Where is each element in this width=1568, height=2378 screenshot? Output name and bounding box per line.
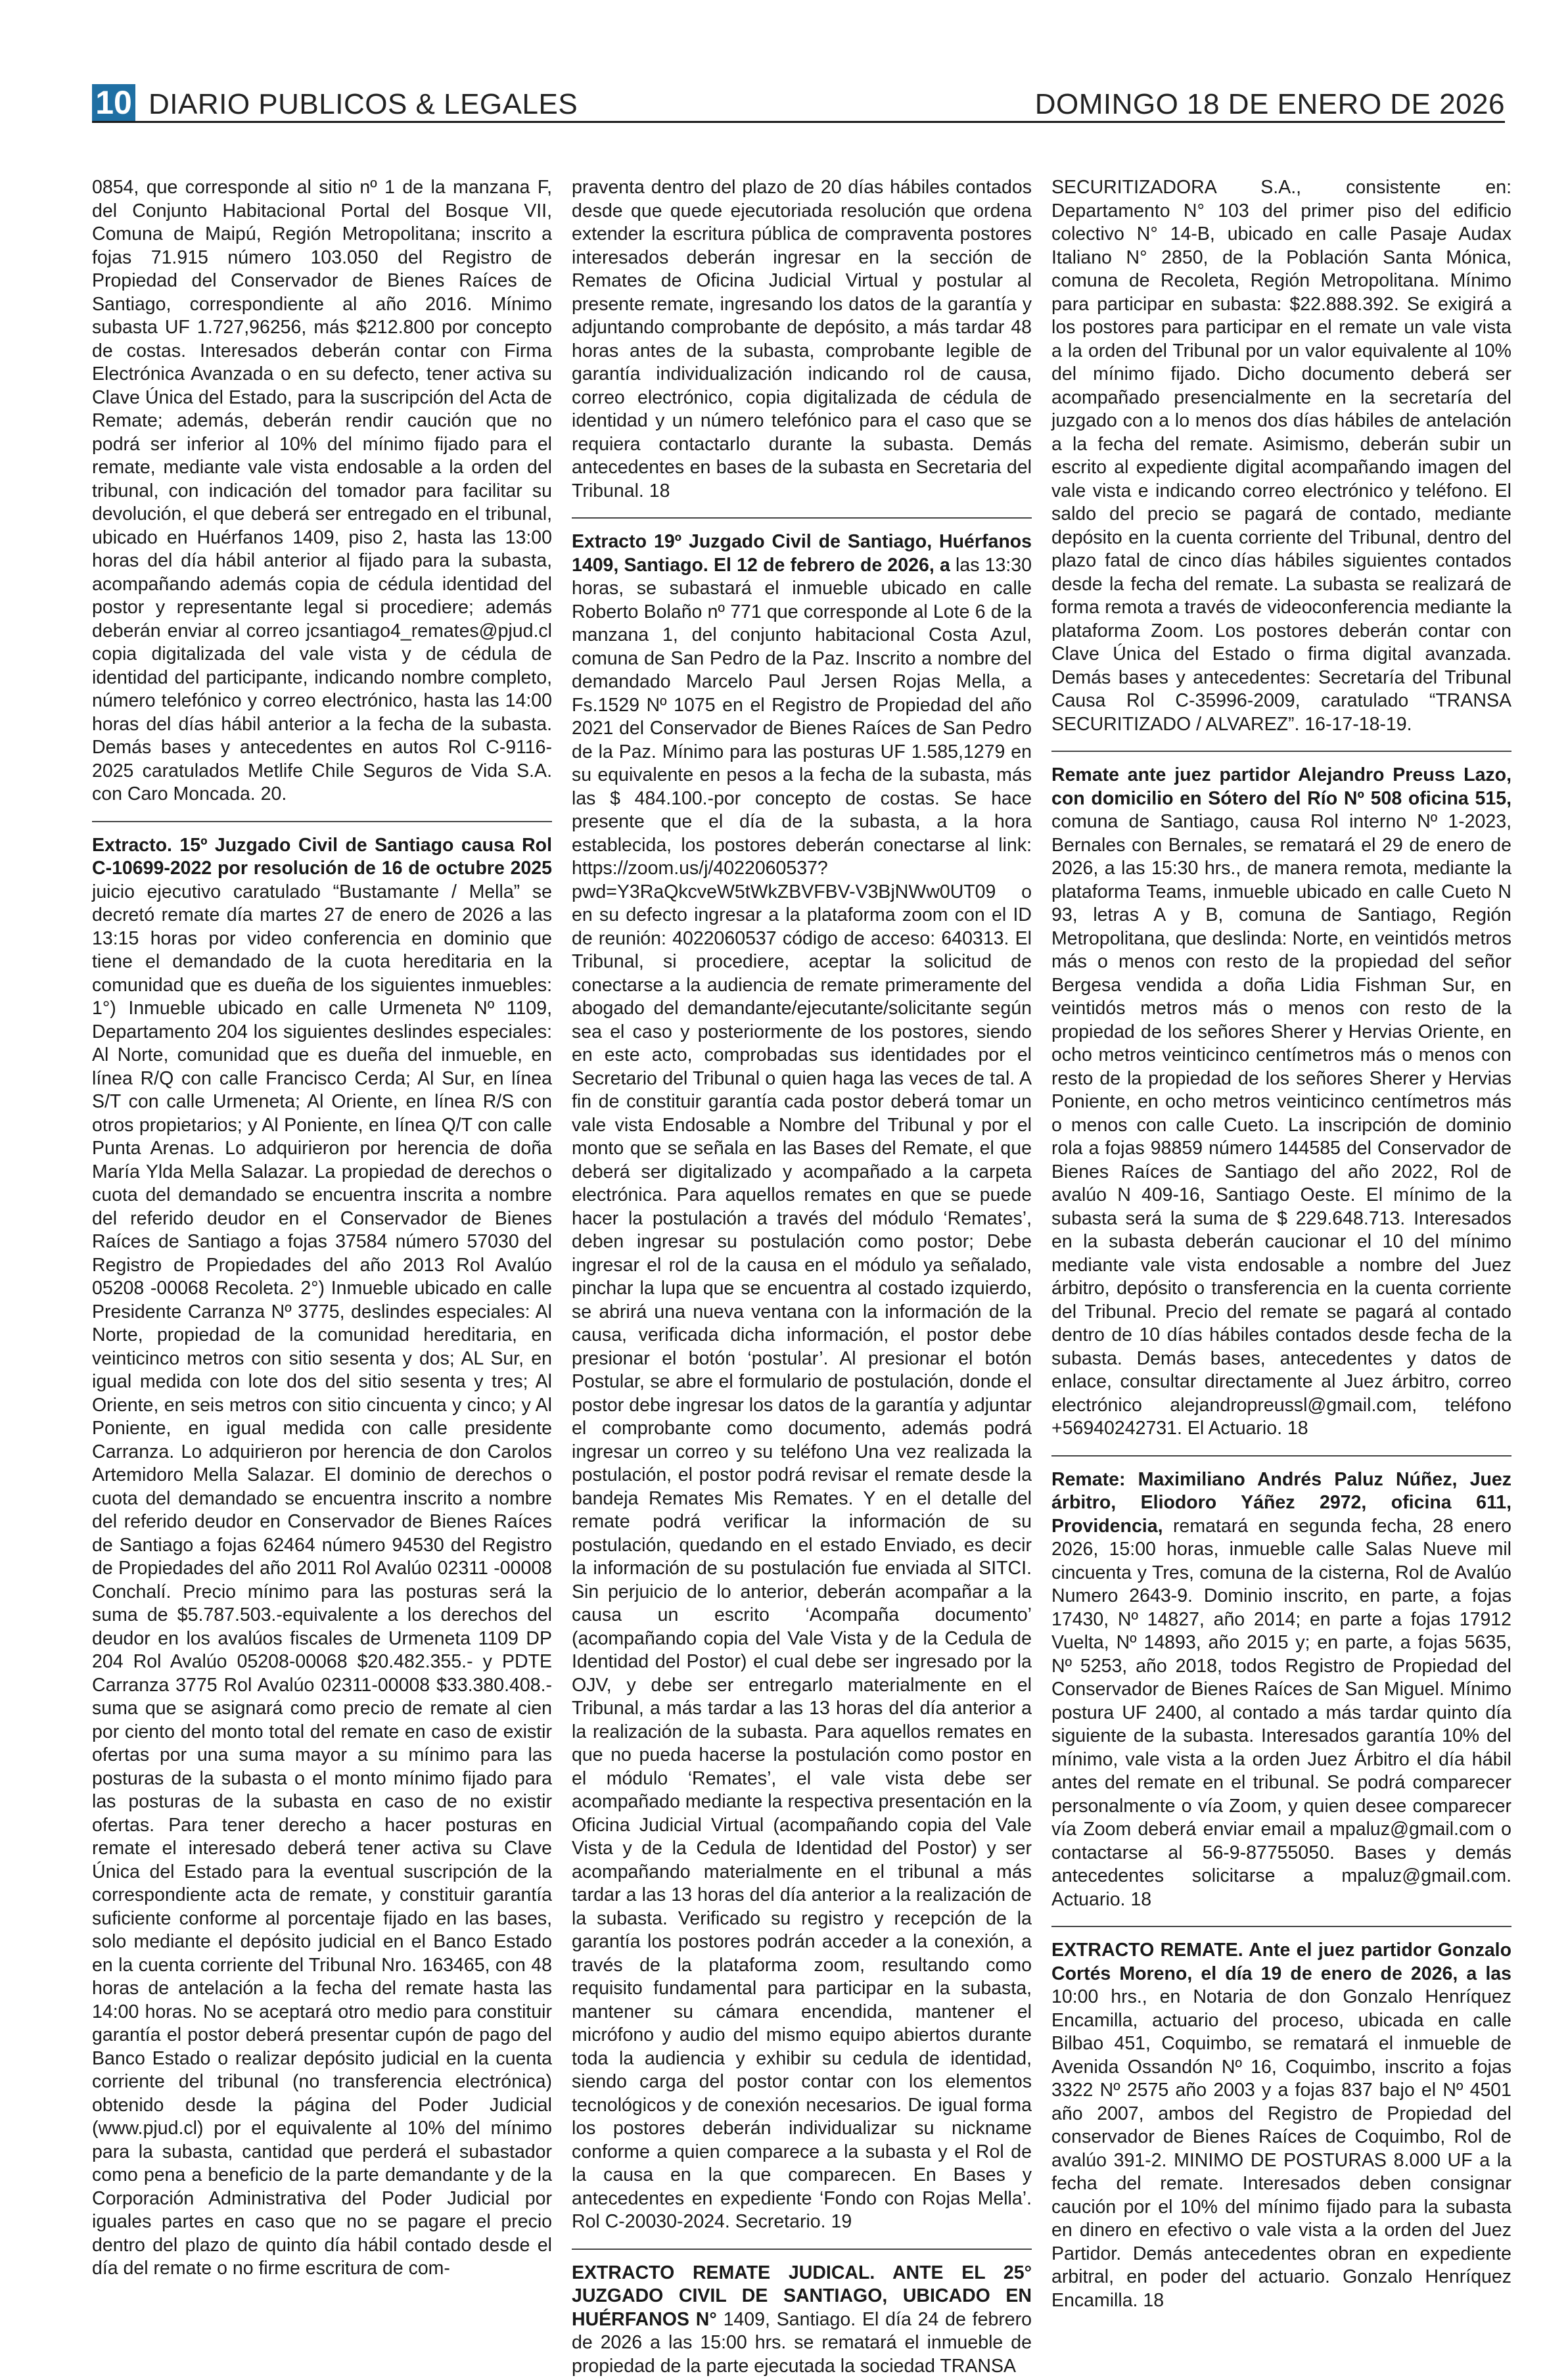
legal-notice [1051,751,1511,1441]
column-3 [1051,176,1511,2279]
notice-heading: Remate: Maximiliano Andrés Paluz Núñez, Juez árbitro, Eliodoro Yáñez 2972, oficina 611, Providencia, [1051,1469,1511,1537]
page-number: 10 [92,84,135,121]
publication-date: DOMINGO 18 DE ENERO DE 2026 [1035,88,1505,121]
publication-name: DIARIO PUBLICOS & LEGALES [149,88,578,121]
legal-notice [1051,1455,1511,1912]
legal-notice [92,821,552,2281]
notice-text: praventa dentro del plazo de 20 días hábiles contados desde que quede ejecutoriada resolución que ordena extender la escritura pública de compraventa postores interesados deberán ingresar en la sección de Remates de Oficina Judicial Virtual y postular al presente remate, ingresando los datos de la garantía y adjuntando comprobante de depósito, a más tardar 48 horas antes de la subasta, comprobante legible de garantía individualización indicando rol de causa, correo electrónico, copia digitalizada de cédula de identidad y un número telefónico para el caso que se requiera contactarlo durante la subasta. Demás antecedentes en bases de la subasta en Secretaria del Tribunal. 18 [572,177,1032,501]
notice-heading: EXTRACTO REMATE. Ante el juez partidor Gonzalo Cortés Moreno, el día 19 de enero de 2026, a las [1051,1940,1511,1984]
notice-text: juicio ejecutivo caratulado “Bustamante / Mella” se decretó remate día martes 27 de enero de 2026 a las 13:15 horas por video conferencia en dominio que tiene el demandado de la cuota hereditaria en la comunidad que es dueña de los siguientes inmuebles: 1°) Inmueble ubicado en calle Urmeneta Nº 1109, Departamento 204 los siguientes deslindes especiales: Al Norte, comunidad que es dueña del inmueble, en línea R/Q con calle Francisco Cerda; Al Sur, en línea S/T con calle Urmeneta; Al Oriente, en línea R/S con otros propietarios; y Al Poniente, en línea Q/T con calle Punta Arenas. Lo adquirieron por herencia de doña María Ylda Mella Salazar. La propiedad de derechos o cuota del demandado se encuentra inscrita a nombre del referido deudor en el Conservador de Bienes Raíces de Santiago a fojas 37584 número 57030 del Registro de Propiedades del año 2013 Rol Avalúo 05208 -00068 Recoleta. 2°) Inmueble ubicado en calle Presidente Carranza Nº 3775, deslindes especiales: Al Norte, propiedad de la comunidad hereditaria, en veinticinco metros con sitio sesenta y dos; AL Sur, en igual medida con lote dos del sitio sesenta y tres; Al Oriente, en seis metros con sitio cincuenta y cinco; y Al Poniente, en igual medida con calle presidente Carranza. Lo adquirieron por herencia de don Carolos Artemidoro Mella Salazar. El dominio de derechos o cuota del demandado se encuentra inscrito a nombre del referido deudor en Conservador de Bienes Raíces de Santiago a fojas 62464 número 94530 del Registro de Propiedades del año 2011 Rol Avalúo 02311 -00008 Conchalí. Precio mínimo para las posturas será la suma de $5.787.503.-equivalente a los derechos del deudor en los avalúos fiscales de Urmeneta 1109 DP 204 Rol Avalúo 05208-00068 $20.482.355.- y PDTE Carranza 3775 Rol Avalúo 02311-00008 $33.380.408.- suma que se asignará como precio de remate al cien por ciento del monto total del remate en caso de existir ofertas por una suma mayor a su mínimo para las posturas de la subasta o el monto mínimo fijado para las posturas de la subasta en caso de no existir ofertas. Para tener derecho a hacer posturas en remate el interesado deberá tener activa su Clave Única del Estado para la eventual suscripción de la correspondiente acta de remate, y constituir garantía suficiente conforme al porcentaje fijado en las bases, solo mediante el depósito judicial en el Banco Estado en la cuenta corriente del Tribunal Nro. 163465, con 48 horas de antelación a la fecha del remate hasta las 14:00 horas. No se aceptará otro medio para constituir garantía el postor deberá presentar cupón de pago del Banco Estado o realizar depósito judicial en la cuenta corriente del tribunal (no transferencia electrónica) obtenido desde la página del Poder Judicial (www.pjud.cl) por el equivalente al 10% del mínimo para la subasta, cantidad que perderá el subastador como pena a beneficio de la parte demandante y de la Corporación Administrativa del Poder Judicial por iguales partes en caso que no se pagare el precio dentro del plazo de quinto día hábil contado desde el día del remate o no firme escritura de com- [92,881,552,2279]
notice-text: comuna de Santiago, causa Rol interno Nº 1-2023, Bernales con Bernales, se rematará el 29 de enero de 2026, a las 15:30 hrs., de manera remota, mediante la plataforma Teams, inmueble ubicado en calle Cueto N 93, letras A y B, comuna de Santiago, Región Metropolitana, que deslinda: Norte, en veintidós metros más o menos con resto de la propiedad del señor Bergesa vendida a doña Lidia Fishman Sur, en veintidós metros más o menos con resto de la propiedad de los señores Sherer y Hervias Oriente, en ocho metros veinticinco centímetros más o menos con resto de la propiedad de los señores Sherer y Hervias Poniente, en ocho metros veinticinco centímetros más o menos con calle Cueto. La inscripción de dominio rola a fojas 98859 número 144585 del Conservador de Bienes Raíces de Santiago del año 2022, Rol de avalúo N 409-16, Santiago Oeste. El mínimo de la subasta será la suma de $ 229.648.713. Interesados en la subasta deberán caucionar el 10 del mínimo mediante vale vista endosable a nombre del Juez árbitro, depósito o transferencia en la cuenta corriente del Tribunal. Precio del remate se pagará al contado dentro de 10 días hábiles contados desde fecha de la subasta. Demás bases, antecedentes y datos de enlace, consultar directamente al Juez árbitro, correo electrónico alejandropreussl@gmail.com, teléfono +56940242731. El Actuario. 18 [1051,811,1511,1439]
legal-notice [1051,176,1511,736]
notice-heading: EXTRACTO REMATE JUDICAL. ANTE EL 25° JUZGADO CIVIL DE SANTIAGO, UBICADO EN HUÉRFANOS N° [572,2262,1032,2330]
column-2 [572,176,1032,2279]
notice-text: SECURITIZADORA S.A., consistente en: Departamento N° 103 del primer piso del edificio colectivo N° 14-B, ubicado en calle Pasaje Audax Italiano N° 2850, de la Población Santa Mónica, comuna de Recoleta, Región Metropolitana. Mínimo para participar en subasta: $22.888.392. Se exigirá a los postores para participar en el remate un vale vista a la orden del Tribunal por un valor equivalente al 10% del mínimo fijado. Dicho documento deberá ser acompañado presencialmente en la secretaría del juzgado con a lo menos dos días hábiles de antelación a la fecha del remate. Asimismo, deberán subir un escrito al expediente digital acompañando imagen del vale vista e indicando correo electrónico y teléfono. El saldo del precio se pagará de contado, mediante depósito en la cuenta corriente del Tribunal, dentro del plazo fatal de cinco días hábiles siguientes contados desde la fecha del remate. La subasta se realizará de forma remota a través de videoconferencia mediante la plataforma Zoom. Los postores deberán contar con Clave Única del Estado o firma digital avanzada. Demás bases y antecedentes: Secretaría del Tribunal Causa Rol C-35996-2009, caratulado “TRANSA SECURITIZADO / ALVAREZ”. 16-17-18-19. [1051,177,1511,735]
legal-notice [572,2249,1032,2378]
notice-heading: Extracto 19º Juzgado Civil de Santiago, Huérfanos 1409, Santiago. El 12 de febrero de 2026, a [572,531,1032,576]
legal-notice [572,517,1032,2234]
notice-text: 0854, que corresponde al sitio nº 1 de la manzana F, del Conjunto Habitacional Portal del Bosque VII, Comuna de Maipú, Región Metropolitana; inscrito a fojas 71.915 número 103.050 del Registro de Propiedad del Conservador de Bienes Raíces de Santiago, correspondiente al año 2016. Mínimo subasta UF 1.727,96256, más $212.800 por concepto de costas. Interesados deberán contar con Firma Electrónica Avanzada o en su defecto, tener activa su Clave Única del Estado, para la suscripción del Acta de Remate; además, deberán rendir caución que no podrá ser inferior al 10% del mínimo fijado para el remate, mediante vale vista endosable a la orden del tribunal, con indicación del tomador para facilitar su devolución, el que deberá ser entregado en el tribunal, ubicado en Huérfanos 1409, piso 2, hasta las 13:00 horas del día hábil anterior al fijado para la subasta, acompañando además copia de cédula identidad del postor y representante legal si procediere; además deberán enviar al correo jcsantiago4_remates@pjud.cl copia digitalizada del vale vista y de cédula de identidad del participante, indicando nombre completo, número telefónico y correo electrónico, hasta las 14:00 horas del días hábil anterior a la fecha de la subasta. Demás bases y antecedentes en autos Rol C-9116-2025 caratulados Metlife Chile Seguros de Vida S.A. con Caro Moncada. 20. [92,177,552,804]
notice-heading: Remate ante juez partidor Alejandro Preuss Lazo, con domicilio en Sótero del Río Nº 508 oficina 515, [1051,764,1511,809]
notice-text: 10:00 hrs., en Notaria de don Gonzalo Henríquez Encamilla, actuario del proceso, ubicada en calle Bilbao 451, Coquimbo, se rematará el inmueble de Avenida Ossandón Nº 16, Coquimbo, inscrito a fojas 3322 Nº 2575 año 2003 y a fojas 837 bajo el Nº 4501 año 2007, ambos del Registro de Propiedad del conservador de Bienes Raíces de Coquimbo, Rol de avalúo 391-2. MINIMO DE POSTURAS 8.000 UF a la fecha del remate. Interesados deben consignar caución por el 10% del mínimo fijado para la subasta en dinero en efectivo o vale vista a la orden del Juez Partidor. Demás antecedentes obran en expediente arbitral, en poder del actuario. Gonzalo Henríquez Encamilla. 18 [1051,1986,1511,2311]
notice-text: rematará en segunda fecha, 28 enero 2026, 15:00 horas, inmueble calle Salas Nueve mil cincuenta y Tres, comuna de la cisterna, Rol de Avalúo Numero 2643-9. Dominio inscrito, en parte, a fojas 17430, Nº 14827, año 2014; en parte a fojas 17912 Vuelta, Nº 14893, año 2015 y; en parte, a fojas 5635, Nº 5253, año 2018, todos Registro de Propiedad del Conservador de Bienes Raíces de San Miguel. Mínimo postura UF 2400, al contado a más tardar quinto día siguiente de la subasta. Interesados garantía 10% del mínimo, vale vista a la orden Juez Árbitro el día hábil antes del remate en el tribunal. Se podrá comparecer personalmente o vía Zoom, y quien desee comparecer vía Zoom deberá enviar email a mpaluz@gmail.com o contactarse al 56-9-87755050. Bases y demás antecedentes solicitarse a mpaluz@gmail.com. Actuario. 18 [1051,1516,1511,1910]
notice-text: las 13:30 horas, se subastará el inmueble ubicado en calle Roberto Bolaño nº 771 que corresponde al Lote 6 de la manzana 1, del conjunto habitacional Costa Azul, comuna de San Pedro de la Paz. Inscrito a nombre del demandado Marcelo Paul Jersen Rojas Mella, a Fs.1529 Nº 1075 en el Registro de Propiedad del año 2021 del Conservador de Bienes Raíces de San Pedro de la Paz. Mínimo para las posturas UF 1.585,1279 en su equivalente en pesos a la fecha de la subasta, más las $ 484.100.-por concepto de costas. Se hace presente que el día de la subasta, a la hora establecida, los postores deberán conectarse al link: https://zoom.us/j/4022060537?pwd=Y3RaQkcveW5tWkZBVFBV-V3BjNWw0UT09 o en su defecto ingresar a la plataforma zoom con el ID de reunión: 4022060537 código de acceso: 640313. El Tribunal, si procediere, aceptar la solicitud de conectarse a la audiencia de remate primeramente del abogado del demandante/ejecutante/solicitante según sea el caso y posteriormente de los postores, siendo en este acto, comprobadas sus identidades por el Secretario del Tribunal o quien haga las veces de tal. A fin de constituir garantía cada postor deberá tomar un vale vista Endosable a Nombre del Tribunal y por el monto que se señala en las Bases del Remate, el que deberá ser digitalizado y acompañado a la carpeta electrónica. Para aquellos remates en que se puede hacer la postulación a través del módulo ‘Remates’, deben ingresar su postulación como postor; Debe ingresar el rol de la causa en el módulo ya señalado, pinchar la lupa que se encuentra al costado izquierdo, se abrirá una nueva ventana con la información de la causa, verificada dicha información, el postor debe presionar el botón ‘postular’. Al presionar el botón Postular, se abre el formulario de postulación, donde el postor debe ingresar los datos de la garantía y adjuntar el comprobante como documento, además podrá ingresar un correo y su teléfono Una vez realizada la postulación, el postor podrá revisar el remate desde la bandeja Remates Mis Remates. Y en el detalle del remate podrá verificar la información de su postulación, quedando en el estado Enviado, es decir la información de su postulación fue enviada al SITCI. Sin perjuicio de lo anterior, deberán acompañar a la causa un escrito ‘Acompaña documento’ (acompañando copia del Vale Vista y de la Cedula de Identidad del Postor) el cual debe ser ingresado por la OJV, y debe ser entregarlo materialmente en el Tribunal, a más tardar a las 13 horas del día anterior a la realización de la subasta. Para aquellos remates en que no pueda hacerse la postulación como postor en el módulo ‘Remates’, el vale vista debe ser acompañado mediante la respectiva presentación en la Oficina Judicial Virtual (acompañando copia del Vale Vista y de la Cedula de Identidad del Postor) y ser acompañando materialmente en el tribunal a más tardar a las 13 horas del día anterior a la realización de la subasta. Verificado su registro y recepción de la garantía los postores podrán acceder a la conexión, a través de la plataforma zoom, resultando como requisito fundamental para participar en la subasta, mantener su cámara encendida, mantener el micrófono y audio del mismo equipo abiertos durante toda la audiencia y exhibir su cedula de identidad, siendo carga del postor contar con los elementos tecnológicos y de conexión necesarios. De igual forma los postores deberán individualizar su nickname conforme a quien comparece a la subasta y el Rol de la causa en la que comparecen. En Bases y antecedentes en expediente ‘Fondo con Rojas Mella’. Rol C-20030-2024. Secretario. 19 [572,555,1032,2233]
column-1 [92,176,552,2279]
notice-heading: Extracto. 15º Juzgado Civil de Santiago causa Rol C-10699-2022 por resolución de 16 de octubre 2025 [92,835,552,879]
legal-notice [92,176,552,806]
notice-text: 1409, Santiago. El día 24 de febrero de 2026 a las 15:00 hrs. se rematará el inmueble de propiedad de la parte ejecutada la sociedad TRANSA [572,2309,1032,2377]
legal-notice [1051,1926,1511,2312]
page-header [92,84,1505,123]
legal-notice [572,176,1032,503]
